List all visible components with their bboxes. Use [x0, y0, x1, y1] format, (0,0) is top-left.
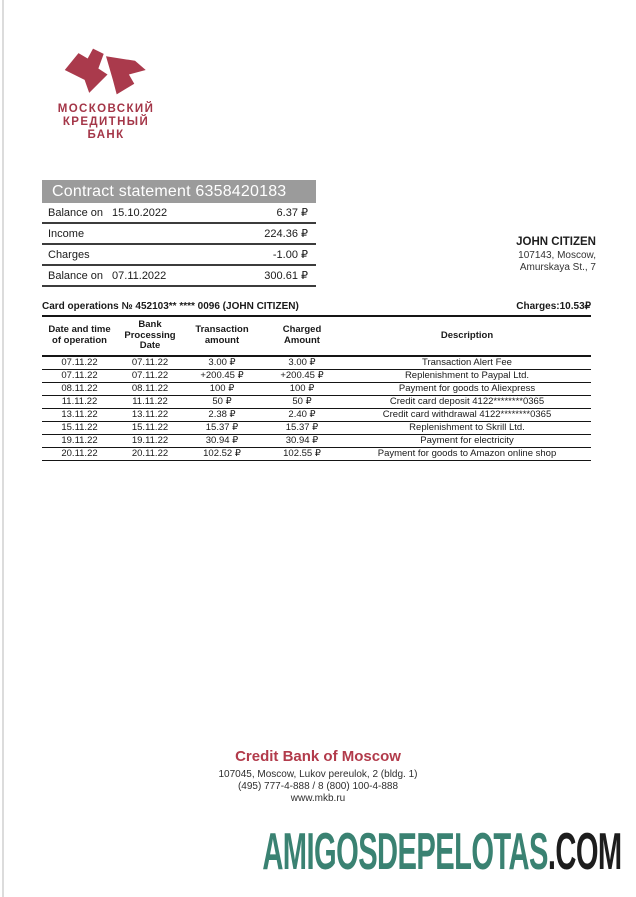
cell-charged-amount: 100 ₽	[261, 382, 343, 395]
cell-operation-date: 20.11.22	[42, 447, 117, 460]
cell-charged-amount: 50 ₽	[261, 395, 343, 408]
card-operations-header	[42, 301, 591, 317]
mkb-logo-icon	[60, 44, 152, 99]
cell-operation-date: 07.11.22	[42, 356, 117, 370]
cell-transaction-amount: 2.38 ₽	[183, 408, 261, 421]
bank-footer	[0, 748, 636, 805]
cell-operation-date: 19.11.22	[42, 434, 117, 447]
cell-description: Replenishment to Paypal Ltd.	[343, 369, 591, 382]
transaction-row	[42, 421, 591, 434]
cell-description: Transaction Alert Fee	[343, 356, 591, 370]
cell-processing-date: 20.11.22	[117, 447, 183, 460]
summary-value: 300.61 ₽	[264, 270, 308, 282]
cell-operation-date: 11.11.22	[42, 395, 117, 408]
summary-label: Balance on 15.10.2022	[48, 206, 168, 219]
transaction-row	[42, 434, 591, 447]
cell-processing-date: 11.11.22	[117, 395, 183, 408]
cell-processing-date: 19.11.22	[117, 434, 183, 447]
summary-value: -1.00 ₽	[272, 249, 308, 261]
statement-summary-row	[42, 224, 316, 245]
cell-processing-date: 07.11.22	[117, 356, 183, 370]
card-operations-title: Card operations № 452103** **** 0096 (JOHN CITIZEN)	[42, 301, 299, 312]
cell-operation-date: 13.11.22	[42, 408, 117, 421]
summary-value: 6.37 ₽	[276, 207, 308, 219]
cell-description: Credit card deposit 4122********0365	[343, 395, 591, 408]
transaction-row	[42, 356, 591, 370]
cell-description: Payment for goods to Amazon online shop	[343, 447, 591, 460]
cell-charged-amount: 30.94 ₽	[261, 434, 343, 447]
watermark-name: AMIGOSDEPELOTAS	[262, 823, 549, 881]
customer-address-line: Amurskaya St., 7	[519, 262, 596, 273]
cell-charged-amount: 2.40 ₽	[261, 408, 343, 421]
summary-value: 224.36 ₽	[264, 228, 308, 240]
statement-summary-row	[42, 266, 316, 287]
cell-description: Replenishment to Skrill Ltd.	[343, 421, 591, 434]
statement-summary-row	[42, 245, 316, 266]
statement-summary-row	[42, 203, 316, 224]
cell-operation-date: 08.11.22	[42, 382, 117, 395]
customer-address	[516, 250, 596, 274]
footer-address: 107045, Moscow, Lukov pereulok, 2 (bldg. 1)	[218, 769, 418, 780]
bank-name	[40, 103, 172, 142]
transaction-row	[42, 395, 591, 408]
customer-name: JOHN CITIZEN	[516, 236, 596, 248]
transaction-row	[42, 447, 591, 460]
cell-description: Credit card withdrawal 4122********0365	[343, 408, 591, 421]
cell-transaction-amount: 102.52 ₽	[183, 447, 261, 460]
transactions-table	[42, 317, 591, 461]
card-operations-section	[42, 301, 591, 461]
transaction-row	[42, 369, 591, 382]
col-header-processing-date: Bank Processing Date	[117, 317, 183, 356]
cell-transaction-amount: 3.00 ₽	[183, 356, 261, 370]
col-header-transaction-amount: Transaction amount	[183, 317, 261, 356]
transaction-row	[42, 408, 591, 421]
cell-charged-amount: 3.00 ₽	[261, 356, 343, 370]
cell-description: Payment for electricity	[343, 434, 591, 447]
statement-summary-table	[42, 203, 316, 287]
customer-address-line: 107143, Moscow,	[518, 250, 596, 261]
summary-date: 15.10.2022	[112, 206, 168, 219]
bank-name-line: КРЕДИТНЫЙ	[62, 116, 150, 128]
footer-website: www.mkb.ru	[290, 793, 346, 804]
site-watermark	[262, 823, 622, 881]
transaction-row	[42, 382, 591, 395]
summary-label: Balance on 07.11.2022	[48, 269, 167, 282]
cell-processing-date: 13.11.22	[117, 408, 183, 421]
cell-transaction-amount: 30.94 ₽	[183, 434, 261, 447]
bank-brand-block	[40, 44, 172, 142]
cell-transaction-amount: 50 ₽	[183, 395, 261, 408]
watermark-tld: .COM	[548, 823, 622, 881]
cell-processing-date: 08.11.22	[117, 382, 183, 395]
cell-processing-date: 07.11.22	[117, 369, 183, 382]
col-header-operation-date: Date and time of operation	[42, 317, 117, 356]
footer-bank-name: Credit Bank of Moscow	[235, 748, 401, 765]
card-operations-charges: Charges:10.53₽	[516, 301, 591, 312]
cell-operation-date: 07.11.22	[42, 369, 117, 382]
cell-transaction-amount: 15.37 ₽	[183, 421, 261, 434]
transactions-header-row	[42, 317, 591, 356]
summary-label: Charges	[48, 248, 90, 261]
cell-charged-amount: 102.55 ₽	[261, 447, 343, 460]
contract-statement-section	[42, 180, 316, 287]
footer-phones: (495) 777-4-888 / 8 (800) 100-4-888	[237, 781, 399, 792]
cell-charged-amount: 15.37 ₽	[261, 421, 343, 434]
bank-name-line: МОСКОВСКИЙ	[57, 103, 155, 115]
bank-name-line: БАНК	[87, 129, 125, 141]
cell-charged-amount: +200.45 ₽	[261, 369, 343, 382]
cell-description: Payment for goods to Aliexpress	[343, 382, 591, 395]
col-header-charged-amount: Charged Amount	[261, 317, 343, 356]
cell-operation-date: 15.11.22	[42, 421, 117, 434]
summary-label: Income	[48, 227, 85, 240]
summary-date: 07.11.2022	[112, 269, 167, 282]
statement-title-bar: Contract statement 6358420183	[42, 180, 316, 203]
cell-transaction-amount: +200.45 ₽	[183, 369, 261, 382]
col-header-description: Description	[343, 317, 591, 356]
customer-address-block	[516, 236, 596, 274]
cell-processing-date: 15.11.22	[117, 421, 183, 434]
cell-transaction-amount: 100 ₽	[183, 382, 261, 395]
